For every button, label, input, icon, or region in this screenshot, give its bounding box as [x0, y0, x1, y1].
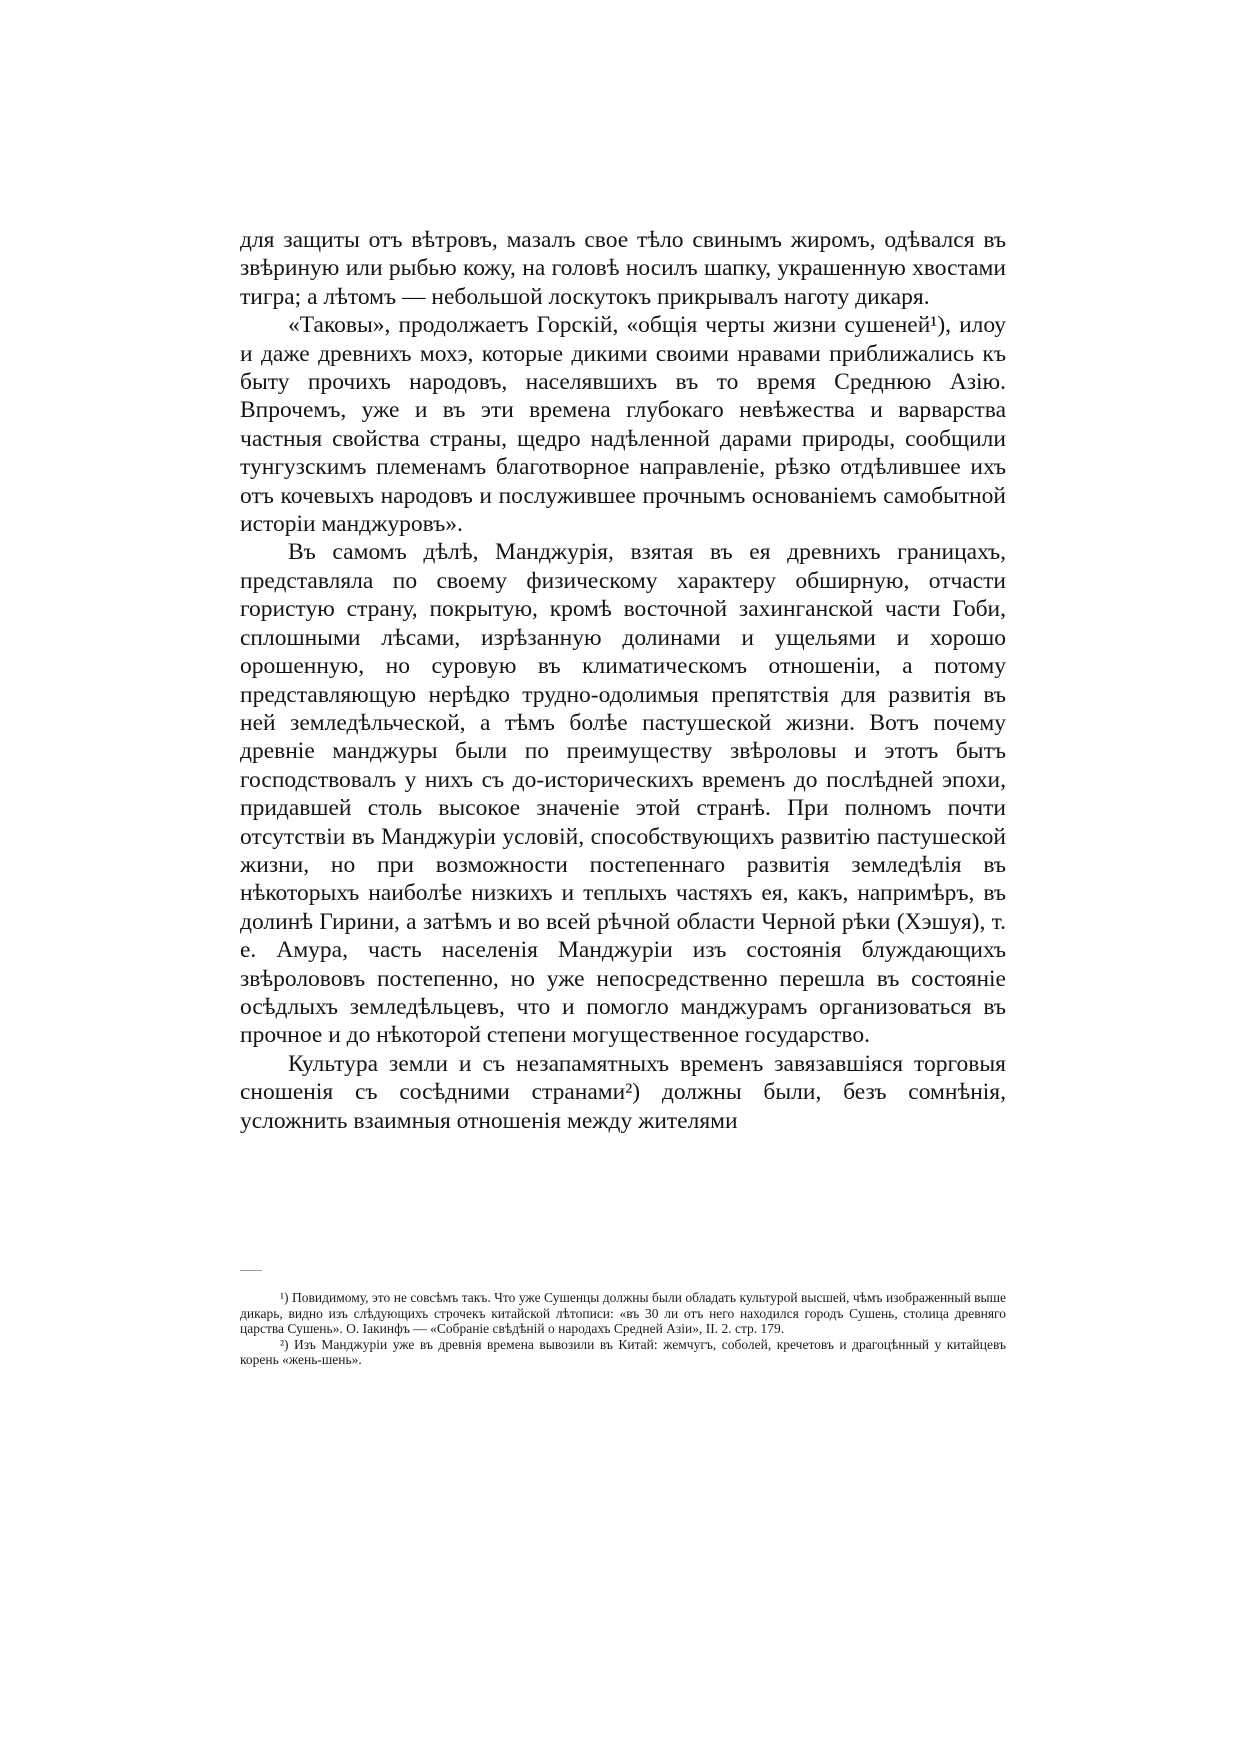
footnote-separator: [240, 1270, 262, 1271]
paragraph-4: Культура земли и съ незапамятныхъ временъ завязавшіяся торговыя сношенія съ сосѣдними странами²) должны были, безъ сомнѣнія, усложнить взаимныя отношенія между жителями: [240, 1050, 1006, 1134]
footnotes: [240, 1290, 1006, 1368]
footnote-1: ¹) Повидимому, это не совсѣмъ такъ. Что уже Сушенцы должны были обладать культурой высшей, чѣмъ изображенный выше дикарь, видно изъ слѣдующихъ строчекъ китайской лѣтописи: «въ 30 ли отъ него находился городъ Сушень, столица древняго царства Сушень». О. Іакинфъ — «Собраніе свѣдѣній о народахъ Средней Азіи», II. 2. стр. 179.: [240, 1290, 1006, 1337]
paragraph-3: Въ самомъ дѣлѣ, Манджурія, взятая въ ея древнихъ границахъ, представляла по своему физическому характеру обширную, отчасти гористую страну, покрытую, кромѣ восточной захинганской части Гоби, сплошными лѣсами, изрѣзанную долинами и ущельями и хорошо орошенную, но суровую въ климатическомъ отношеніи, а потому представляющую нерѣдко трудно-одолимыя препятствія для развитія въ ней земледѣльческой, а тѣмъ болѣе пастушеской жизни. Вотъ почему древніе манджуры были по преимуществу звѣроловы и этотъ бытъ господствовалъ у нихъ съ до-историческихъ временъ до послѣдней эпохи, придавшей столь высокое значеніе этой странѣ. При полномъ почти отсутствіи въ Манджуріи условій, способствующихъ развитію пастушеской жизни, но при возможности постепеннаго развитія земледѣлія въ нѣкоторыхъ наиболѣе низкихъ и теплыхъ частяхъ ея, какъ, напримѣръ, въ долинѣ Гирини, а затѣмъ и во всей рѣчной области Черной рѣки (Хэшуя), т. е. Амура, часть населенія Манджуріи изъ состоянія блуждающихъ звѣролововъ постепенно, но уже непосредственно перешла въ состояніе осѣдлыхъ земледѣльцевъ, что и помогло манджурамъ организоваться въ прочное и до нѣкоторой степени могущественное государство.: [240, 539, 1006, 1049]
paragraph-2: «Таковы», продолжаетъ Горскій, «общія черты жизни сушеней¹), илоу и даже древнихъ мохэ, которые дикими своими нравами приближались къ быту прочихъ народовъ, населявшихъ въ то время Среднюю Азію. Впрочемъ, уже и въ эти времена глубокаго невѣжества и варварства частныя свойства страны, щедро надѣленной дарами природы, сообщили тунгузскимъ племенамъ благотворное направленіе, рѣзко отдѣлившее ихъ отъ кочевыхъ народовъ и послужившее прочнымъ основаніемъ самобытной исторіи манджуровъ».: [240, 312, 1006, 538]
main-text: [240, 226, 1006, 1135]
footnote-2: ²) Изъ Манджуріи уже въ древнія времена вывозили въ Китай: жемчугъ, соболей, кречетовъ и драгоцѣнный у китайцевъ корень «жень-шень».: [240, 1336, 1006, 1368]
paragraph-1: для защиты отъ вѣтровъ, мазалъ свое тѣло свинымъ жиромъ, одѣвался въ звѣриную или рыбью кожу, на головѣ носилъ шапку, украшенную хвостами тигра; а лѣтомъ — небольшой лоскутокъ прикрывалъ наготу дикаря.: [240, 227, 1006, 310]
